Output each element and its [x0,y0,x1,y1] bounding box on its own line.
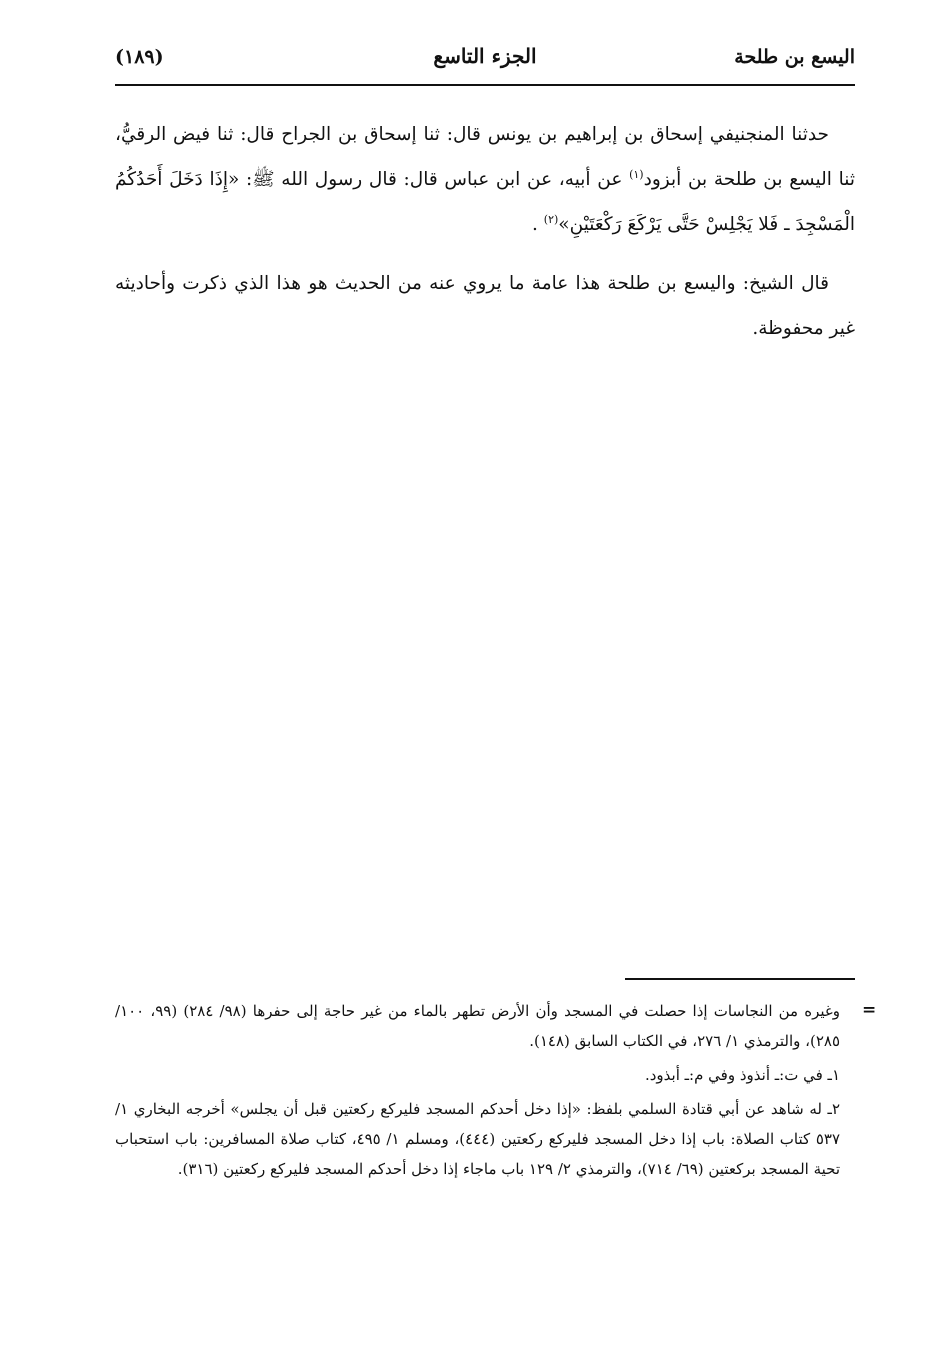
running-header [115,40,855,84]
hadith-end: . [532,214,544,235]
header-rule [115,84,855,86]
hadith-chain-text: حدثنا المنجنيفي إسحاق بن إبراهيم بن يونس قال: ثنا إسحاق بن الجراح قال: ثنا فيض الرقيُّ، ثنا اليسع بن طلحة بن أبزود [115,124,855,190]
footnote-1: ١ـ في ت:ـ أنذوذ وفي م:ـ أبذود. [644,1066,840,1084]
paragraph-comment: قال الشيخ: واليسع بن طلحة هذا عامة ما يروي عنه من الحديث هو هذا الذي ذكرت وأحاديثه غير محفوظة. [115,273,855,339]
continuation-mark: = [862,1000,877,1020]
page-number: (١٨٩) [115,46,164,68]
footnotes [115,996,840,1188]
section-title: اليسع بن طلحة [734,46,855,68]
paragraph-hadith [115,112,855,247]
main-text [115,112,855,365]
footnote-rule [625,978,855,980]
footnote-ref-1: (١) [629,167,644,181]
footnote-2: ٢ـ له شاهد عن أبي قتادة السلمي بلفظ: «إذا دخل أحدكم المسجد فليركع ركعتين قبل أن يجلس» أخرجه البخاري ١/ ٥٣٧ كتاب الصلاة: باب إذا دخل المسجد فليركع ركعتين (٤٤٤)، ومسلم ١/ ٤٩٥، كتاب صلاة المسافرين: باب استحباب تحية المسجد بركعتين (٦٩/ ٧١٤)، والترمذي ٢/ ١٢٩ باب ماجاء إذا دخل أحدكم المسجد فليركع ركعتين (٣١٦). [115,1100,840,1178]
footnote-continued: وغيره من النجاسات إذا حصلت في المسجد وأن الأرض تطهر بالماء من غير حاجة إلى حفرها (٩٨/ ٢٨٤) (٩٩، ١٠٠/ ٢٨٥)، والترمذي ١/ ٢٧٦، في الكتاب السابق (١٤٨). [115,1002,841,1050]
volume-title: الجزء التاسع [433,44,537,68]
footnote-ref-2: (٢) [543,212,559,226]
hadith-text: عن أبيه، عن ابن عباس قال: قال رسول الله ﷺ: «إِذَا دَخَلَ أَحَدُكُمُ الْمَسْجِدَ ـ فَلا يَجْلِسْ حَتَّى يَرْكَعَ رَكْعَتَيْنِ» [115,169,855,235]
